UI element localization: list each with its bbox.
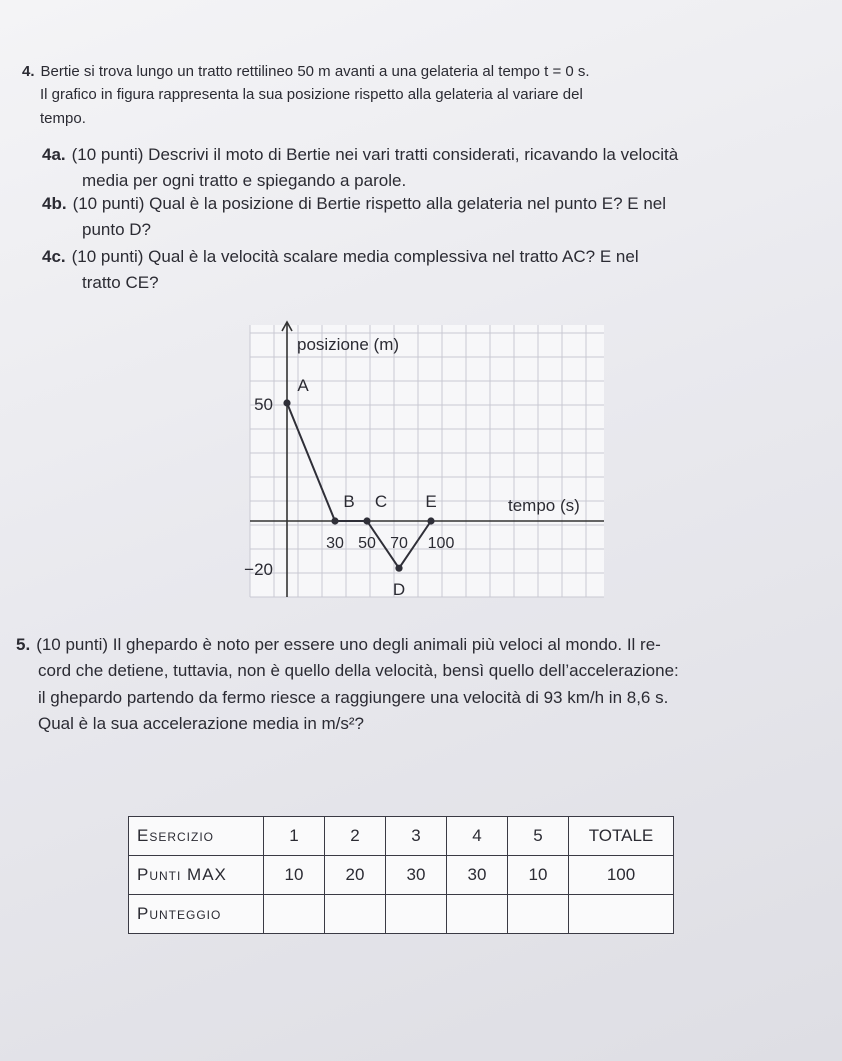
header-col-5: 5 bbox=[508, 817, 569, 856]
score-max-row bbox=[129, 856, 674, 895]
point-d-label: D bbox=[392, 580, 406, 600]
header-label-cell: Esercizio bbox=[129, 817, 264, 856]
question-4-line-3: tempo. bbox=[40, 109, 86, 127]
question-5 bbox=[16, 632, 816, 737]
question-4c-line-2: tratto CE? bbox=[82, 273, 159, 293]
question-5-line-2: cord che detiene, tuttavia, non è quello della velocità, bensì quello dell’accelerazione: bbox=[38, 661, 679, 681]
score-label-cell: Punteggio bbox=[129, 895, 264, 934]
max-value-1: 10 bbox=[264, 856, 325, 895]
score-value-2 bbox=[325, 895, 386, 934]
question-4-line-2: Il grafico in figura rappresenta la sua posizione rispetto alla gelateria al variare del bbox=[40, 86, 583, 104]
question-4a-line-2: media per ogni tratto e spiegando a parole. bbox=[82, 171, 407, 191]
y-tick-label-50: 50 bbox=[254, 395, 273, 414]
point-d-marker bbox=[395, 565, 402, 572]
question-5-line-3: il ghepardo partendo da fermo riesce a raggiungere una velocità di 93 km/h in 8,6 s. bbox=[38, 687, 669, 707]
x-axis-label: tempo (s) bbox=[508, 496, 580, 515]
score-table bbox=[128, 816, 674, 934]
header-col-4: 4 bbox=[447, 817, 508, 856]
point-a-label: A bbox=[297, 376, 309, 395]
header-col-total: TOTALE bbox=[569, 817, 674, 856]
question-4c-line-1: (10 punti) Qual è la velocità scalare media complessiva nel tratto AC? E nel bbox=[71, 247, 639, 266]
x-tick-label-70: 70 bbox=[390, 535, 408, 552]
x-tick-label-30: 30 bbox=[326, 535, 344, 552]
question-4c-label: 4c. bbox=[42, 247, 66, 266]
header-col-3: 3 bbox=[386, 817, 447, 856]
question-5-line-1: (10 punti) Il ghepardo è noto per essere uno degli animali più veloci al mondo. Il re- bbox=[36, 635, 661, 654]
point-a-marker bbox=[283, 399, 290, 406]
score-points-row bbox=[129, 895, 674, 934]
score-value-1 bbox=[264, 895, 325, 934]
x-tick-label-50: 50 bbox=[358, 535, 376, 552]
question-4a-line-1: (10 punti) Descrivi il moto di Bertie nei vari tratti considerati, ricavando la velocità bbox=[71, 145, 679, 164]
score-value-5 bbox=[508, 895, 569, 934]
max-value-5: 10 bbox=[508, 856, 569, 895]
point-e-marker bbox=[427, 517, 434, 524]
question-4b-line-1: (10 punti) Qual è la posizione di Bertie rispetto alla gelateria nel punto E? E nel bbox=[72, 194, 667, 213]
max-label-cell: Punti MAX bbox=[129, 856, 264, 895]
header-col-1: 1 bbox=[264, 817, 325, 856]
chart-background bbox=[250, 325, 604, 600]
question-4-number: 4. bbox=[22, 63, 35, 80]
score-value-4 bbox=[447, 895, 508, 934]
y-axis-label: posizione (m) bbox=[297, 335, 400, 354]
point-c-marker bbox=[363, 517, 370, 524]
question-4b-label: 4b. bbox=[42, 194, 67, 213]
max-value-4: 30 bbox=[447, 856, 508, 895]
question-4a-label: 4a. bbox=[42, 145, 66, 164]
point-e-label: E bbox=[425, 492, 437, 511]
score-value-3 bbox=[386, 895, 447, 934]
point-b-label: B bbox=[343, 492, 355, 511]
max-value-total: 100 bbox=[569, 856, 674, 895]
question-5-line-4: Qual è la sua accelerazione media in m/s²? bbox=[38, 714, 364, 734]
score-header-row bbox=[129, 817, 674, 856]
header-col-2: 2 bbox=[325, 817, 386, 856]
question-4b-line-2: punto D? bbox=[82, 220, 151, 240]
max-value-3: 30 bbox=[386, 856, 447, 895]
question-4-line-1: Bertie si trova lungo un tratto rettilineo 50 m avanti a una gelateria al tempo t = 0 s. bbox=[40, 63, 590, 80]
point-b-marker bbox=[331, 517, 338, 524]
max-value-2: 20 bbox=[325, 856, 386, 895]
point-c-label: C bbox=[374, 492, 388, 511]
x-tick-label-100: 100 bbox=[427, 535, 455, 552]
y-tick-label-minus-20: −20 bbox=[244, 560, 273, 580]
score-value-total bbox=[569, 895, 674, 934]
question-5-label: 5. bbox=[16, 635, 31, 654]
